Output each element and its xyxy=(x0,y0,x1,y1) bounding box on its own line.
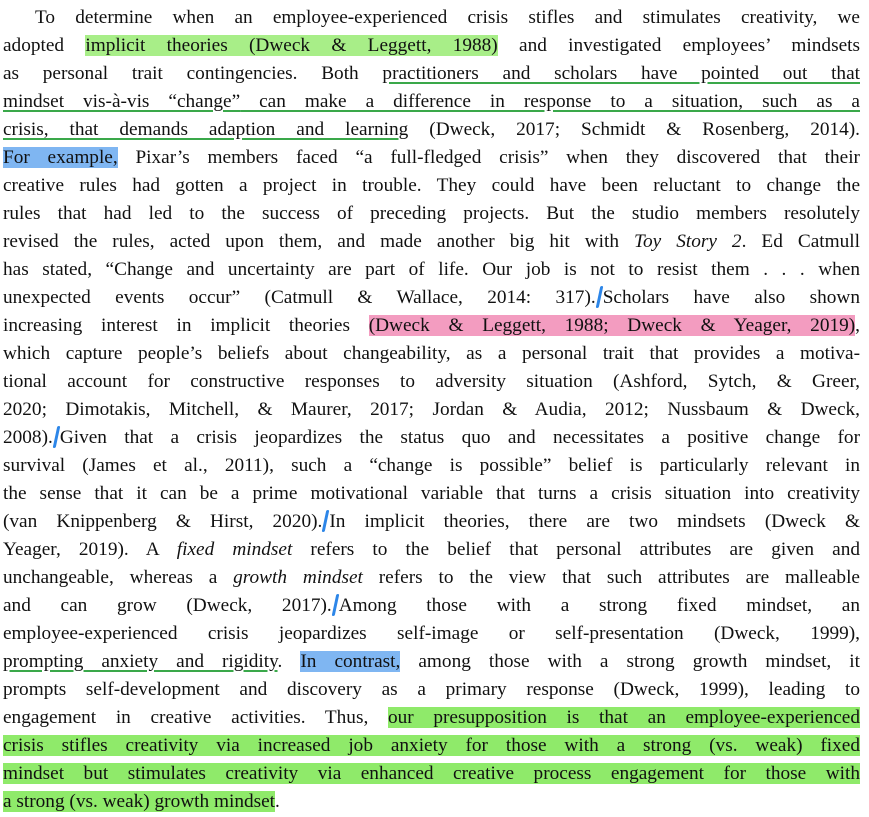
text-line: and can grow (Dweck, 2017). Among those with a strong fixed mindset, an xyxy=(3,595,861,616)
text-line xyxy=(3,88,860,116)
highlight-blue: For example, xyxy=(3,147,118,168)
text-line: 2008). Given that a crisis jeopardizes the status quo and necessitates a positive change for xyxy=(3,427,860,448)
text-line: Yeager, 2019). A fixed mindset refers to the belief that personal attributes are given and xyxy=(3,539,860,560)
text-line: 2020; Dimotakis, Mitchell, & Maurer, 2017; Jordan & Audia, 2012; Nussbaum & Dweck, xyxy=(3,399,860,420)
highlight-green: a strong (vs. weak) growth mindset xyxy=(3,791,276,812)
text-line: unchangeable, whereas a growth mindset refers to the view that such attributes are malleable xyxy=(3,567,860,588)
underline-green: crisis, that demands adaption and learning xyxy=(3,119,409,140)
underline-green: can make a difference in response to a situation, such as a xyxy=(240,91,860,112)
text-line: For example, Pixar’s members faced “a full-fledged crisis” when they discovered that their xyxy=(3,147,860,168)
text-line: adopted implicit theories (Dweck & Leggett, 1988) and investigated employees’ mindsets xyxy=(3,35,860,56)
text-line: which capture people’s beliefs about changeability, as a personal trait that provides a motiva- xyxy=(3,343,860,364)
text-line: survival (James et al., 2011), such a “change is possible” belief is particularly relevant in xyxy=(3,455,860,476)
highlight-green: our presupposition is that an employee-experienced xyxy=(387,707,860,728)
underline-green: prompting anxiety and rigidity xyxy=(3,651,278,672)
underline-green: mindset vis-à-vis “change” xyxy=(3,91,241,112)
text-line: the sense that it can be a prime motivational variable that turns a crisis situation into creativity xyxy=(3,483,860,504)
highlight-green: crisis stifles creativity via increased job anxiety for those with a strong (vs. weak) fixed xyxy=(3,735,860,756)
text-line: prompts self-development and discovery as a primary response (Dweck, 1999), leading to xyxy=(3,679,860,700)
text-line: as personal trait contingencies. Both practitioners and scholars have pointed out that xyxy=(3,63,860,84)
text-line: a strong (vs. weak) growth mindset. xyxy=(3,791,280,812)
text-line: To determine when an employee-experienced crisis stifles and stimulates creativity, we xyxy=(35,7,860,28)
document-paragraph xyxy=(3,4,860,816)
text-line: employee-experienced crisis jeopardizes self-image or self-presentation (Dweck, 1999), xyxy=(3,623,860,644)
text-line: engagement in creative activities. Thus, our presupposition is that an employee-experienced xyxy=(3,707,860,728)
text-line: crisis, that demands adaption and learning (Dweck, 2017; Schmidt & Rosenberg, 2014). xyxy=(3,119,860,140)
text-line: revised the rules, acted upon them, and made another big hit with Toy Story 2. Ed Catmull xyxy=(3,231,860,252)
highlight-green: implicit theories (Dweck & Leggett, 1988) xyxy=(85,35,498,56)
text-line: tional account for constructive responses to adversity situation (Ashford, Sytch, & Greer, xyxy=(3,371,860,392)
underline-green: practitioners and scholars have pointed out that xyxy=(382,63,860,84)
text-line xyxy=(3,760,860,788)
highlight-green: mindset but stimulates creativity via enhanced creative process engagement for those with xyxy=(3,763,860,784)
text-line: prompting anxiety and rigidity. In contrast, among those with a strong growth mindset, it xyxy=(3,651,860,672)
highlight-blue: In contrast, xyxy=(300,651,401,672)
text-line: has stated, “Change and uncertainty are part of life. Our job is not to resist them . . . when xyxy=(3,259,860,280)
text-line: creative rules had gotten a project in trouble. They could have been reluctant to change the xyxy=(3,175,860,196)
text-line: (van Knippenberg & Hirst, 2020). In implicit theories, there are two mindsets (Dweck & xyxy=(3,511,860,532)
text-line: increasing interest in implicit theories (Dweck & Leggett, 1988; Dweck & Yeager, 2019), xyxy=(3,315,860,336)
text-line: rules that had led to the success of preceding projects. But the studio members resolutely xyxy=(3,203,860,224)
text-line xyxy=(3,732,860,760)
text-line: unexpected events occur” (Catmull & Wallace, 2014: 317). Scholars have also shown xyxy=(3,287,860,308)
highlight-pink: (Dweck & Leggett, 1988; Dweck & Yeager, 2019) xyxy=(368,315,856,336)
